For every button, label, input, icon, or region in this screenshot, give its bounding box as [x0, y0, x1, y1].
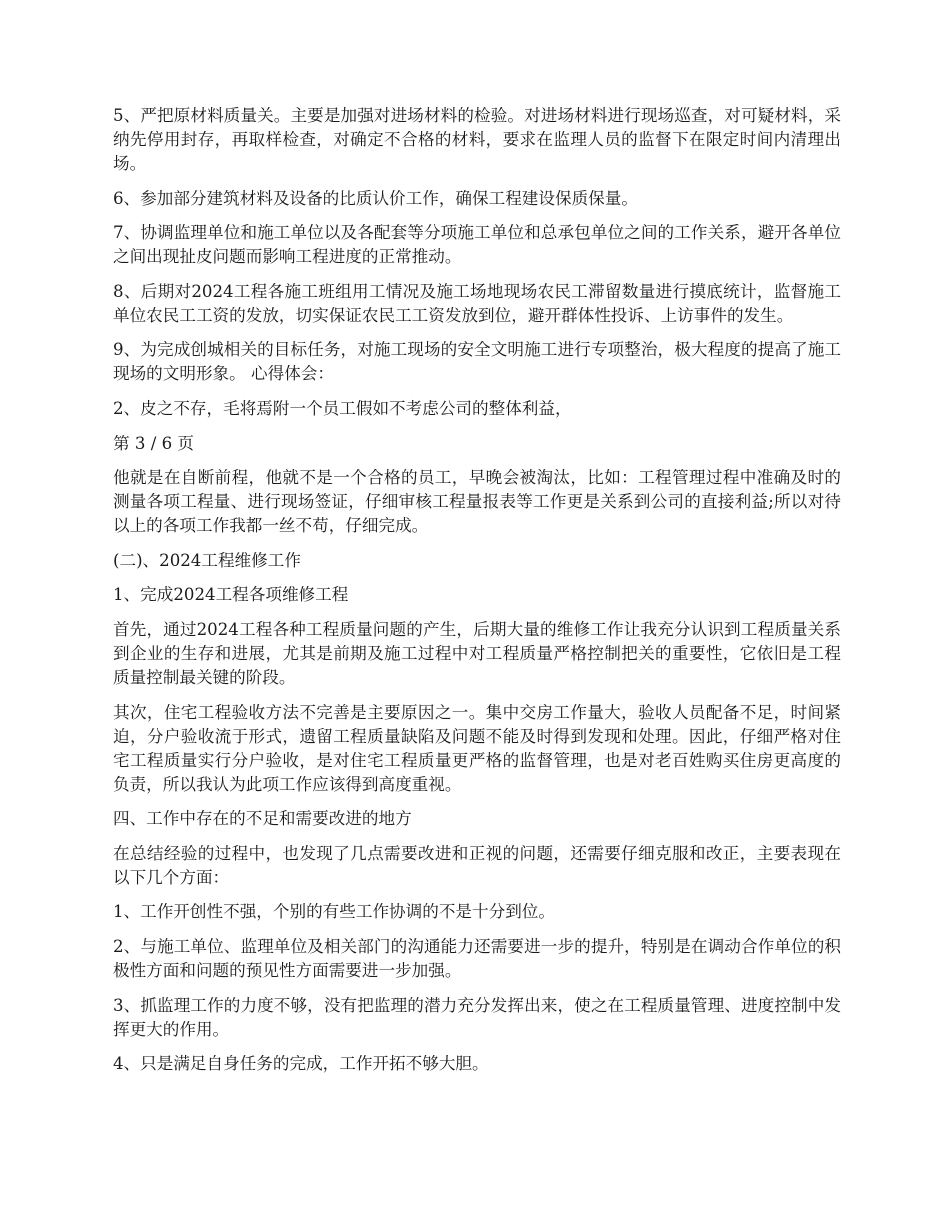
section-heading-maintenance: (二)、2024工程维修工作	[113, 550, 301, 570]
list-item-shortcoming-4: 4、只是满足自身任务的完成，工作开拓不够大胆。	[113, 1054, 489, 1074]
list-item-shortcoming-1: 1、工作开创性不强，个别的有些工作协调的不是十分到位。	[113, 902, 555, 922]
paragraph-item-8: 8、后期对2024工程各施工班组用工情况及施工场地现场农民工滞留数量进行摸底统计，监督施工单位农民工工资的发放，切实保证农民工工资发放到位，避开群体性投诉、上访事件的发生。	[113, 281, 841, 325]
document-page	[113, 104, 841, 1087]
paragraph-reflection-2: 2、皮之不存，毛将焉附一个员工假如不考虑公司的整体利益，	[113, 398, 572, 418]
paragraph-second: 其次，住宅工程验收方法不完善是主要原因之一。集中交房工作量大，验收人员配备不足，时间紧迫，分户验收流于形式，遗留工程质量缺陷及问题不能及时得到发现和处理。因此，仔细严格对住宅工程质量实行分户验收，是对住宅工程质量更严格的监督管理，也是对老百姓购买住房更高度的负责，所以我认为此项工作应该得到高度重视。	[113, 702, 841, 794]
paragraph-item-7: 7、协调监理单位和施工单位以及各配套等分项施工单位和总承包单位之间的工作关系，避开各单位之间出现扯皮问题而影响工程进度的正常推动。	[113, 223, 841, 267]
paragraph-item-6: 6、参加部分建筑材料及设备的比质认价工作，确保工程建设保质保量。	[113, 188, 638, 208]
paragraph-item-5: 5、严把原材料质量关。主要是加强对进场材料的检验。对进场材料进行现场巡查，对可疑材料，采纳先停用封存，再取样检查，对确定不合格的材料，要求在监理人员的监督下在限定时间内清理出场。	[113, 106, 841, 173]
page-number: 第 3 / 6 页	[113, 433, 194, 453]
list-item-shortcoming-2: 2、与施工单位、监理单位及相关部门的沟通能力还需要进一步的提升，特别是在调动合作单位的积极性方面和问题的预见性方面需要进一步加强。	[113, 936, 841, 980]
list-item-shortcoming-3: 3、抓监理工作的力度不够，没有把监理的潜力充分发挥出来，使之在工程质量管理、进度控制中发挥更大的作用。	[113, 995, 841, 1039]
subheading-maintenance-1: 1、完成2024工程各项维修工程	[113, 585, 349, 605]
section-heading-shortcomings: 四、工作中存在的不足和需要改进的地方	[113, 809, 412, 829]
paragraph-item-9: 9、为完成创城相关的目标任务，对施工现场的安全文明施工进行专项整治，极大程度的提高了施工现场的文明形象。 心得体会：	[113, 340, 841, 384]
paragraph-summary: 在总结经验的过程中，也发现了几点需要改进和正视的问题，还需要仔细克服和改正，主要表现在以下几个方面：	[113, 843, 841, 887]
paragraph-first: 首先，通过2024工程各种工程质量问题的产生，后期大量的维修工作让我充分认识到工程质量关系到企业的生存和进展，尤其是前期及施工过程中对工程质量严格控制把关的重要性，它依旧是工程质量控制最关键的阶段。	[113, 619, 841, 687]
paragraph-continuation: 他就是在自断前程，他就不是一个合格的员工，早晚会被淘汰，比如：工程管理过程中准确及时的测量各项工程量、进行现场签证，仔细审核工程量报表等工作更是关系到公司的直接利益;所以对待以上的各项工作我都一丝不苟，仔细完成。	[113, 468, 841, 536]
